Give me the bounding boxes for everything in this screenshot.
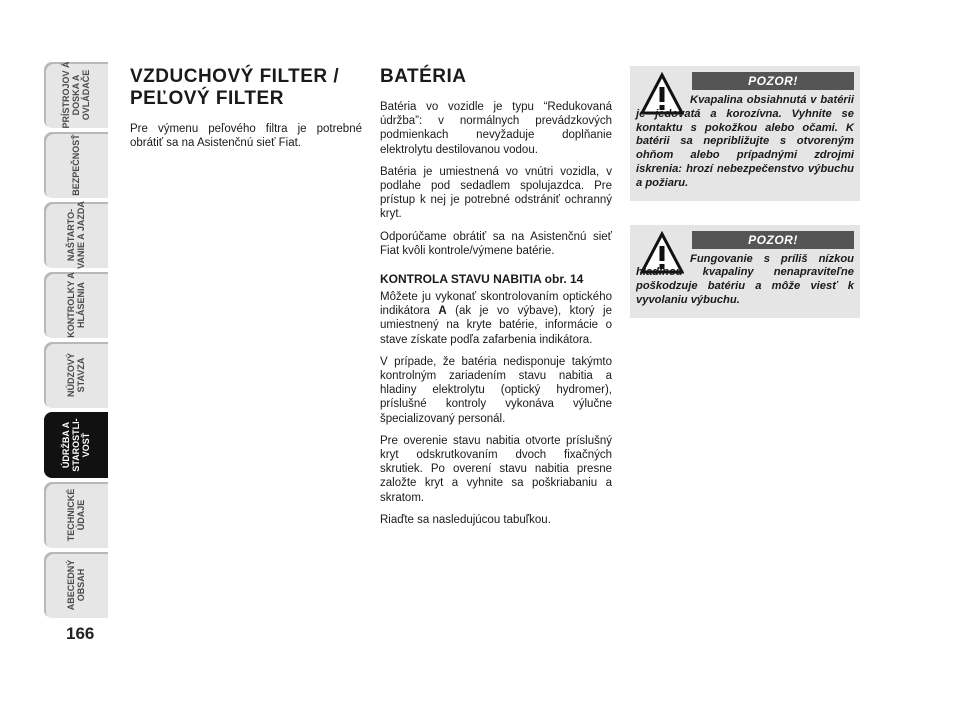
paragraph-part: Môžete ju vykonať skontrolovaním optického indikátora bbox=[380, 291, 612, 318]
tab-kontrolky[interactable] bbox=[44, 272, 108, 338]
tab-label: KONTROLKY A HLÁSENIA bbox=[66, 272, 86, 338]
tab-udrzba[interactable] bbox=[44, 412, 108, 478]
subheading bbox=[380, 272, 612, 286]
tab-label: PRÍSTROJOV Á DOSKA A OVLÁDAČE bbox=[61, 61, 91, 129]
section-title: VZDUCHOVÝ FILTER / PEĽOVÝ FILTER bbox=[130, 66, 340, 109]
tab-abecedny-obsah[interactable] bbox=[44, 552, 108, 618]
section-air-filter bbox=[130, 66, 362, 158]
paragraph: V prípade, že batéria nedisponuje takýmto kontrolným zariadením stavu nabitia a hladiny elektrolytu (optický hydromer), príslušné kontroly vykonáva výlučne špecializovaný personál. bbox=[380, 355, 612, 425]
warning-box bbox=[630, 225, 860, 318]
warning-text: Kvapalina obsiahnutá v batérii je jedovatá a korozívna. Vyhnite se kontaktu s pokožkou alebo očami. K batérii sa nepribližujte s otvoreným ohňom alebo prípadnými zdrojmi iskrenia: hrozí nebezpečenstvo výbuchu a požiaru. bbox=[636, 94, 854, 189]
indicator-letter: A bbox=[438, 305, 447, 318]
tab-label: TECHNICKÉ ÚDAJE bbox=[66, 488, 86, 542]
paragraph bbox=[380, 290, 612, 347]
warning-box bbox=[630, 66, 860, 201]
subheading-text: KONTROLA STAVU NABITIA bbox=[380, 272, 542, 287]
paragraph: Batéria vo vozidle je typu “Redukovaná údržba”: v normálnych prevádzkových podmienkach nevyžaduje doplňanie elektrolytu destilovanou vodou. bbox=[380, 101, 612, 156]
tab-label: ABECEDNÝ OBSAH bbox=[66, 559, 86, 611]
tab-nudzovy-stav[interactable] bbox=[44, 342, 108, 408]
tab-label: ÚDRŽBA A STAROSTLI- VOSŤ bbox=[61, 418, 91, 472]
paragraph: Pre výmenu peľového filtra je potrebné obrátiť sa na Asistenčnú sieť Fiat. bbox=[130, 123, 362, 150]
paragraph: Riaďte sa nasledujúcou tabuľkou. bbox=[380, 513, 551, 526]
tab-pristrojova-doska[interactable] bbox=[44, 62, 108, 128]
tab-bezpecnost[interactable] bbox=[44, 132, 108, 198]
tab-technicke-udaje[interactable] bbox=[44, 482, 108, 548]
page-number: 166 bbox=[66, 624, 95, 643]
tab-nastartovanie[interactable] bbox=[44, 202, 108, 268]
warning-text: Fungovanie s príliš nízkou hladinou kvapaliny nenapraviteľne poškodzuje batériu a môže viesť k vyvolaniu výbuchu. bbox=[636, 252, 854, 306]
warning-title: POZOR! bbox=[692, 231, 854, 249]
warnings-column bbox=[630, 66, 860, 342]
paragraph: Odporúčame obrátiť sa na Asistenčnú sieť Fiat kvôli kontrole/výmene batérie. bbox=[380, 230, 612, 257]
paragraph: Pre overenie stavu nabitia otvorte príslušný kryt odskrutkovaním dvoch fixačných skrutiek. Po overení stavu nabitia presne založte kryt a vyhnite sa poškriabaniu a skratom. bbox=[380, 434, 612, 504]
figure-reference[interactable]: obr. 14 bbox=[544, 272, 584, 287]
paragraph-part: (ak je vo výbave), ktorý je umiestnený na kryte batérie, informácie o stave získate podľa zafarbenia indikátora. bbox=[380, 305, 612, 346]
section-battery bbox=[380, 66, 612, 535]
section-title: BATÉRIA bbox=[380, 66, 467, 87]
paragraph: Batéria je umiestnená vo vnútri vozidla, v podlahe pod sedadlem spolujazdca. Pre prístup k nej je potrebné odstrániť ochranný kryt. bbox=[380, 165, 612, 221]
tab-label: NAŠTARTO- VANIE A JAZDA bbox=[66, 201, 86, 269]
warning-title: POZOR! bbox=[692, 72, 854, 90]
tab-label: BEZPEČNOSŤ bbox=[71, 134, 81, 196]
tab-label: NÚDZOVÝ STAVZA bbox=[66, 353, 86, 398]
